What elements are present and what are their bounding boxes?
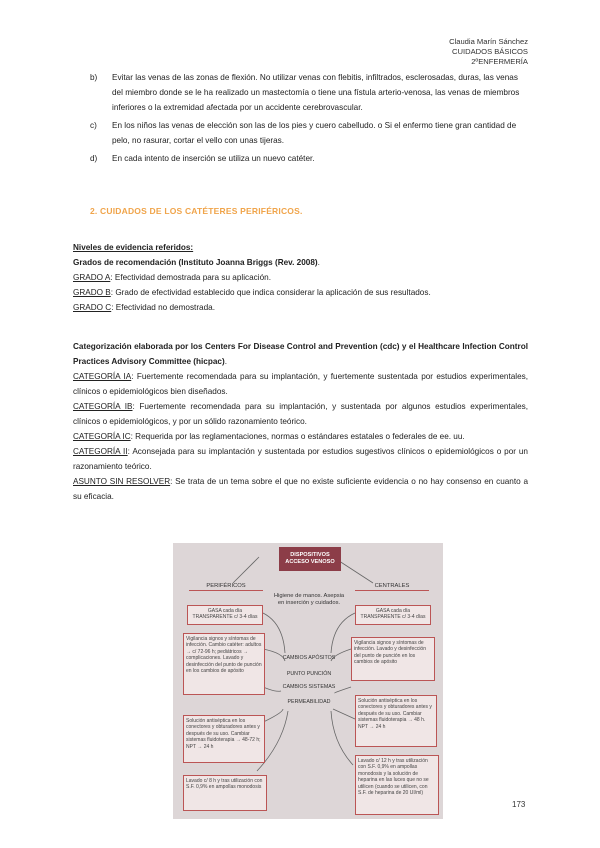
- categorization-block: [73, 339, 528, 504]
- system-changes-label: CAMBIOS SISTEMAS: [282, 684, 336, 690]
- central-puncture-box: Vigilancia signos y síntomas de infección. Lavado y desinfección del punto de punción en los cambios de apósito: [351, 637, 435, 681]
- page-header: [449, 37, 528, 68]
- puncture-site-label: PUNTO PUNCIÓN: [286, 671, 332, 677]
- unresolved-issue: ASUNTO SIN RESOLVER: Se trata de un tema sobre el que no existe suficiente evidencia o no hay consenso en cuanto a su eficacia.: [73, 477, 528, 501]
- venous-access-diagram: [173, 543, 443, 819]
- list-item: [90, 151, 530, 166]
- category-ib: CATEGORÍA IB: Fuertemente recomendada para su implantación, y sustentada por algunos estudios experimentales, clínicos o epidemiológicos, y por un sólido razonamiento teórico.: [73, 402, 528, 426]
- grade-a: GRADO A: Efectividad demostrada para su aplicación.: [73, 273, 271, 282]
- course-name: CUIDADOS BÁSICOS: [452, 47, 528, 57]
- lettered-list: [90, 70, 530, 169]
- grade-b: GRADO B: Grado de efectividad establecido que indica considerar la aplicación de sus resultados.: [73, 288, 431, 297]
- category-ia: CATEGORÍA IA: Fuertemente recomendada para su implantación, y fuertemente sustentada por estudios experimentales, clínicos o epidemiológicos bien diseñados.: [73, 372, 529, 396]
- grade-c: GRADO C: Efectividad no demostrada.: [73, 303, 215, 312]
- peripheral-systems-box: Solución antiséptica en los conectores y obturadores antes y después de su uso. Cambiar sistemas fluidoterapia → 48-72 h; NPT → 24 h: [183, 715, 265, 763]
- list-item: [90, 118, 530, 148]
- list-marker: c): [90, 121, 97, 130]
- list-marker: b): [90, 73, 98, 82]
- author-name: Claudia Marín Sánchez: [449, 37, 528, 46]
- diagram-title-box: DISPOSITIVOS ACCESO VENOSO: [279, 547, 341, 571]
- central-systems-box: Solución antiséptica en los conectores y obturadores antes y después de su uso. Cambiar sistemas fluidoterapia → 48 h. NPT → 24 h: [355, 695, 437, 747]
- peripheral-header: PERIFÉRICOS: [189, 583, 263, 591]
- evidence-heading: Niveles de evidencia referidos:: [73, 243, 194, 252]
- peripheral-flush-box: Lavado c/ 8 h y tras utilización con S.F. 0,9% en ampollas monodosis: [183, 775, 267, 811]
- hand-hygiene-note: Higiene de manos. Asepsia en inserción y cuidados.: [273, 593, 345, 606]
- list-item-text: En los niños las venas de elección son las de los pies y cuero cabelludo. o Si el enfermo tiene gran cantidad de pelo, no rasurar, cortar el vello con unas tijeras.: [112, 121, 517, 145]
- central-flush-box: Lavado c/ 12 h y tras utilización con S.F. 0,9% en ampollas monodosis y la solución de heparina en las luces que no se utilicen (cuando se utilicen, con S.F. de heparina de 20 UI/ml): [355, 755, 439, 815]
- list-marker: d): [90, 154, 98, 163]
- list-item-text: Evitar las venas de las zonas de flexión. No utilizar venas con flebitis, infiltrados, esclerosadas, duras, las venas del miembro donde se le ha realizado un mastectomía o tiene una fístula arterio-venosa, las venas de miembros inferiores o la extremidad afectada por un accidente cerebrovascular.: [112, 73, 520, 112]
- page-number: 173: [512, 800, 526, 809]
- category-ii: CATEGORÍA II: Aconsejada para su implantación y sustentada por estudios sugestivos clínicos o epidemiológicos o por un razonamiento teórico.: [73, 447, 528, 471]
- list-item-text: En cada intento de inserción se utiliza un nuevo catéter.: [112, 154, 315, 163]
- dressing-changes-label: CAMBIOS APÓSITOS: [282, 655, 336, 661]
- peripheral-dressing-box: GASA cada día TRANSPARENTE c/ 3-4 días: [187, 605, 263, 625]
- peripheral-puncture-box: Vigilancia signos y síntomas de infección. Cambio catéter: adultos → c/ 72-96 h; pediátricos → complicaciones. Lavado y desinfección del punto de punción en los cambios de apósito: [183, 633, 265, 695]
- central-dressing-box: GASA cada día TRANSPARENTE c/ 3-4 días: [355, 605, 431, 625]
- evidence-source: Grados de recomendación (Instituto Joanna Briggs (Rev. 2008).: [73, 258, 320, 267]
- list-item: [90, 70, 530, 115]
- section-title: 2. CUIDADOS DE LOS CATÉTERES PERIFÉRICOS.: [90, 206, 303, 216]
- categorization-heading: Categorización elaborada por los Centers For Disease Control and Prevention (cdc) y el Healthcare Infection Control Practices Advisory Committee (hicpac).: [73, 342, 528, 366]
- course-year: 2ºENFERMERÍA: [471, 57, 528, 67]
- central-header: CENTRALES: [355, 583, 429, 591]
- patency-label: PERMEABILIDAD: [287, 699, 331, 705]
- category-ic: CATEGORÍA IC: Requerida por las reglamentaciones, normas o estándares estatales o federales de ee. uu.: [73, 432, 465, 441]
- evidence-levels: [73, 240, 528, 315]
